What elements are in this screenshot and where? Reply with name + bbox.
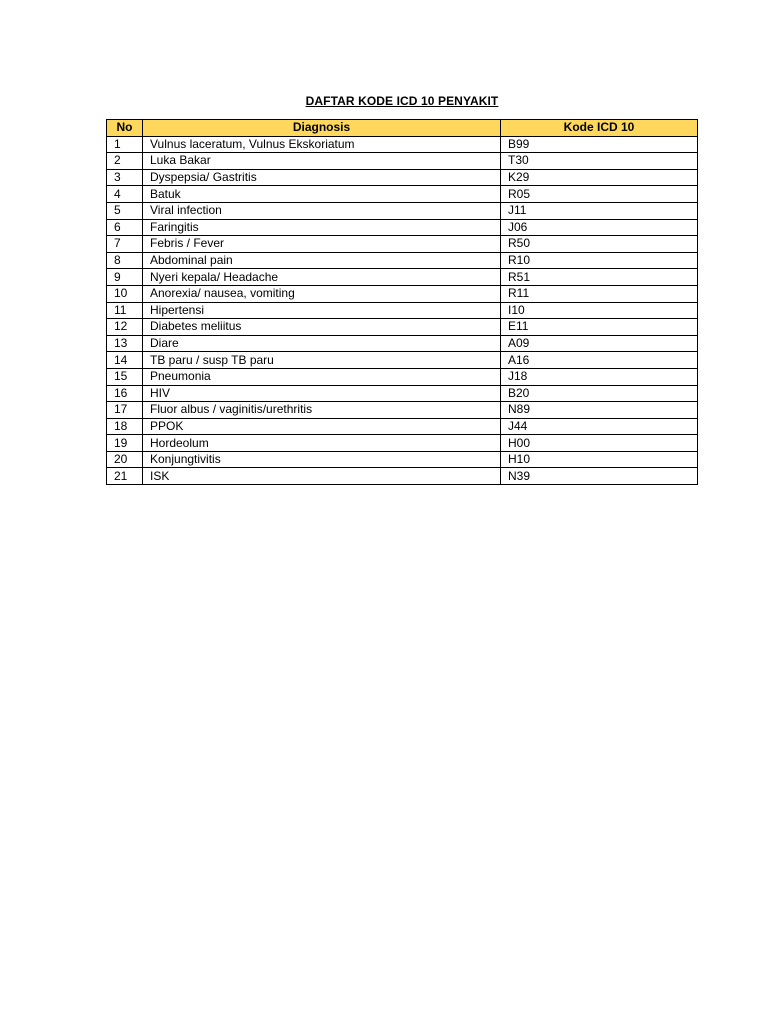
cell-no: 20 (107, 451, 143, 468)
table-row (107, 368, 698, 385)
cell-diagnosis: Diare (143, 335, 501, 352)
cell-no: 2 (107, 153, 143, 170)
cell-diagnosis: Faringitis (143, 219, 501, 236)
cell-diagnosis: Luka Bakar (143, 153, 501, 170)
cell-diagnosis: TB paru / susp TB paru (143, 352, 501, 369)
cell-icd-code: J44 (501, 418, 698, 435)
table-row (107, 169, 698, 186)
table-row (107, 385, 698, 402)
cell-icd-code: N89 (501, 402, 698, 419)
cell-icd-code: B99 (501, 136, 698, 153)
table-row (107, 153, 698, 170)
cell-no: 1 (107, 136, 143, 153)
cell-icd-code: R51 (501, 269, 698, 286)
table-row (107, 468, 698, 485)
cell-diagnosis: Febris / Fever (143, 236, 501, 253)
cell-diagnosis: Hipertensi (143, 302, 501, 319)
table-row (107, 136, 698, 153)
cell-icd-code: R50 (501, 236, 698, 253)
table-header-row (107, 120, 698, 137)
page-title: DAFTAR KODE ICD 10 PENYAKIT (305, 94, 499, 108)
cell-icd-code: B20 (501, 385, 698, 402)
cell-diagnosis: Diabetes meliitus (143, 319, 501, 336)
cell-diagnosis: Viral infection (143, 202, 501, 219)
cell-icd-code: T30 (501, 153, 698, 170)
cell-diagnosis: Fluor albus / vaginitis/urethritis (143, 402, 501, 419)
cell-icd-code: E11 (501, 319, 698, 336)
table-row (107, 269, 698, 286)
cell-diagnosis: Batuk (143, 186, 501, 203)
cell-icd-code: K29 (501, 169, 698, 186)
table-row (107, 186, 698, 203)
cell-diagnosis: Pneumonia (143, 368, 501, 385)
table-row (107, 302, 698, 319)
cell-icd-code: J18 (501, 368, 698, 385)
cell-icd-code: J06 (501, 219, 698, 236)
cell-diagnosis: Anorexia/ nausea, vomiting (143, 285, 501, 302)
cell-icd-code: R11 (501, 285, 698, 302)
table-row (107, 219, 698, 236)
cell-icd-code: R05 (501, 186, 698, 203)
cell-icd-code: I10 (501, 302, 698, 319)
icd-table (106, 119, 698, 485)
cell-no: 18 (107, 418, 143, 435)
cell-diagnosis: HIV (143, 385, 501, 402)
cell-no: 17 (107, 402, 143, 419)
cell-icd-code: A09 (501, 335, 698, 352)
table-row (107, 352, 698, 369)
cell-no: 14 (107, 352, 143, 369)
cell-diagnosis: Konjungtivitis (143, 451, 501, 468)
cell-no: 5 (107, 202, 143, 219)
cell-diagnosis: Dyspepsia/ Gastritis (143, 169, 501, 186)
cell-icd-code: A16 (501, 352, 698, 369)
cell-icd-code: N39 (501, 468, 698, 485)
cell-no: 10 (107, 285, 143, 302)
table-row (107, 335, 698, 352)
cell-no: 8 (107, 252, 143, 269)
table-row (107, 418, 698, 435)
cell-no: 15 (107, 368, 143, 385)
cell-no: 3 (107, 169, 143, 186)
cell-no: 13 (107, 335, 143, 352)
table-body (107, 136, 698, 484)
cell-no: 12 (107, 319, 143, 336)
table-row (107, 285, 698, 302)
cell-no: 11 (107, 302, 143, 319)
cell-icd-code: R10 (501, 252, 698, 269)
cell-icd-code: H00 (501, 435, 698, 452)
table-row (107, 435, 698, 452)
cell-icd-code: H10 (501, 451, 698, 468)
cell-diagnosis: Hordeolum (143, 435, 501, 452)
column-header-code: Kode ICD 10 (501, 120, 698, 137)
cell-no: 19 (107, 435, 143, 452)
cell-no: 9 (107, 269, 143, 286)
table-row (107, 202, 698, 219)
cell-diagnosis: PPOK (143, 418, 501, 435)
table-row (107, 319, 698, 336)
cell-icd-code: J11 (501, 202, 698, 219)
column-header-no: No (107, 120, 143, 137)
cell-diagnosis: Abdominal pain (143, 252, 501, 269)
cell-no: 4 (107, 186, 143, 203)
cell-no: 7 (107, 236, 143, 253)
cell-diagnosis: ISK (143, 468, 501, 485)
cell-no: 21 (107, 468, 143, 485)
cell-no: 16 (107, 385, 143, 402)
table-row (107, 451, 698, 468)
table-row (107, 252, 698, 269)
cell-diagnosis: Vulnus laceratum, Vulnus Ekskoriatum (143, 136, 501, 153)
cell-diagnosis: Nyeri kepala/ Headache (143, 269, 501, 286)
column-header-diagnosis: Diagnosis (143, 120, 501, 137)
table-row (107, 402, 698, 419)
table-row (107, 236, 698, 253)
cell-no: 6 (107, 219, 143, 236)
